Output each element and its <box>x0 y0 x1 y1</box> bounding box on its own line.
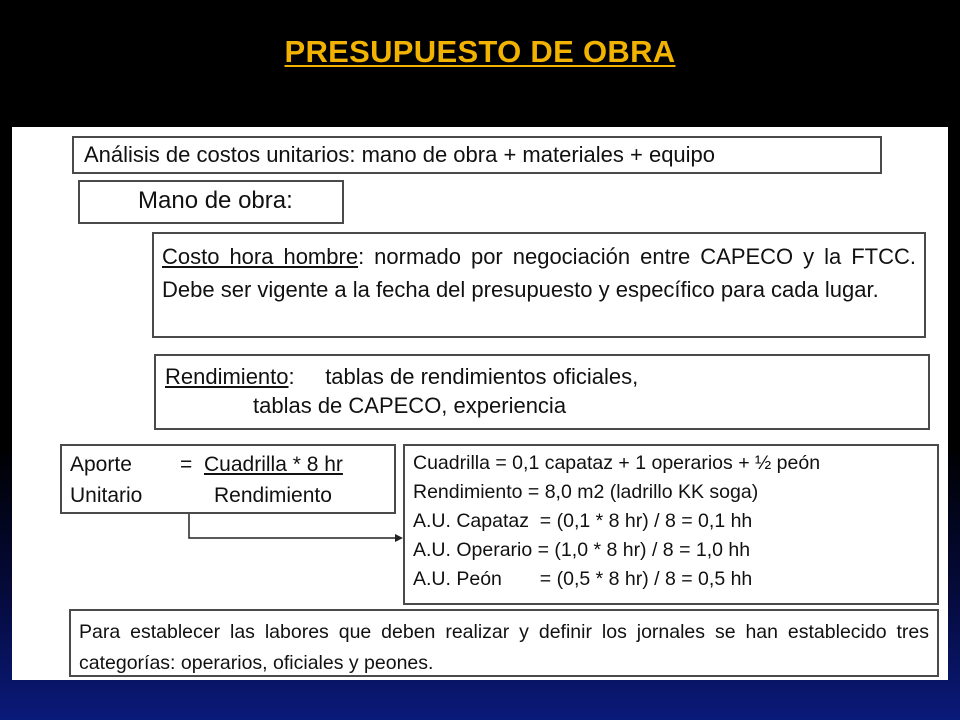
ejemplo-line: Cuadrilla = 0,1 capataz + 1 operarios + ½ peón <box>413 452 821 474</box>
aporte-denominator: Rendimiento <box>214 484 332 507</box>
rendimiento-label: Rendimiento <box>165 364 289 389</box>
content-panel <box>12 127 948 680</box>
ejemplo-line: A.U. Capataz = (0,1 * 8 hr) / 8 = 0,1 hh <box>413 510 753 532</box>
aporte-numerator: Cuadrilla * 8 hr <box>204 453 343 476</box>
labores-box <box>69 609 939 677</box>
rendimiento-line2: tablas de CAPECO, experiencia <box>253 393 567 418</box>
costo-hora-label: Costo hora hombre <box>162 244 359 269</box>
mano-obra-text: Mano de obra: <box>138 187 293 214</box>
labores-text: Para establecer las labores que deben realizar y definir los jornales se han establecido tres categorías: operarios, oficiales y peones. <box>79 621 929 674</box>
costo-hora-text: : normado por negociación entre CAPECO y la FTCC. Debe ser vigente a la fecha del presupuesto y específico para cada lugar. <box>162 244 916 302</box>
unitario-word: Unitario <box>70 484 143 507</box>
aporte-word: Aporte <box>70 453 132 476</box>
connector-arrow <box>12 127 948 680</box>
ejemplo-line: Rendimiento = 8,0 m2 (ladrillo KK soga) <box>413 481 759 503</box>
ejemplo-line: A.U. Peón = (0,5 * 8 hr) / 8 = 0,5 hh <box>413 568 753 590</box>
ejemplo-line: A.U. Operario = (1,0 * 8 hr) / 8 = 1,0 hh <box>413 539 751 561</box>
rendimiento-line1: : tablas de rendimientos oficiales, <box>288 364 639 389</box>
aporte-equals: = <box>180 453 193 476</box>
analisis-text: Análisis de costos unitarios: mano de obra + materiales + equipo <box>84 142 716 167</box>
page-title: PRESUPUESTO DE OBRA <box>284 34 676 69</box>
